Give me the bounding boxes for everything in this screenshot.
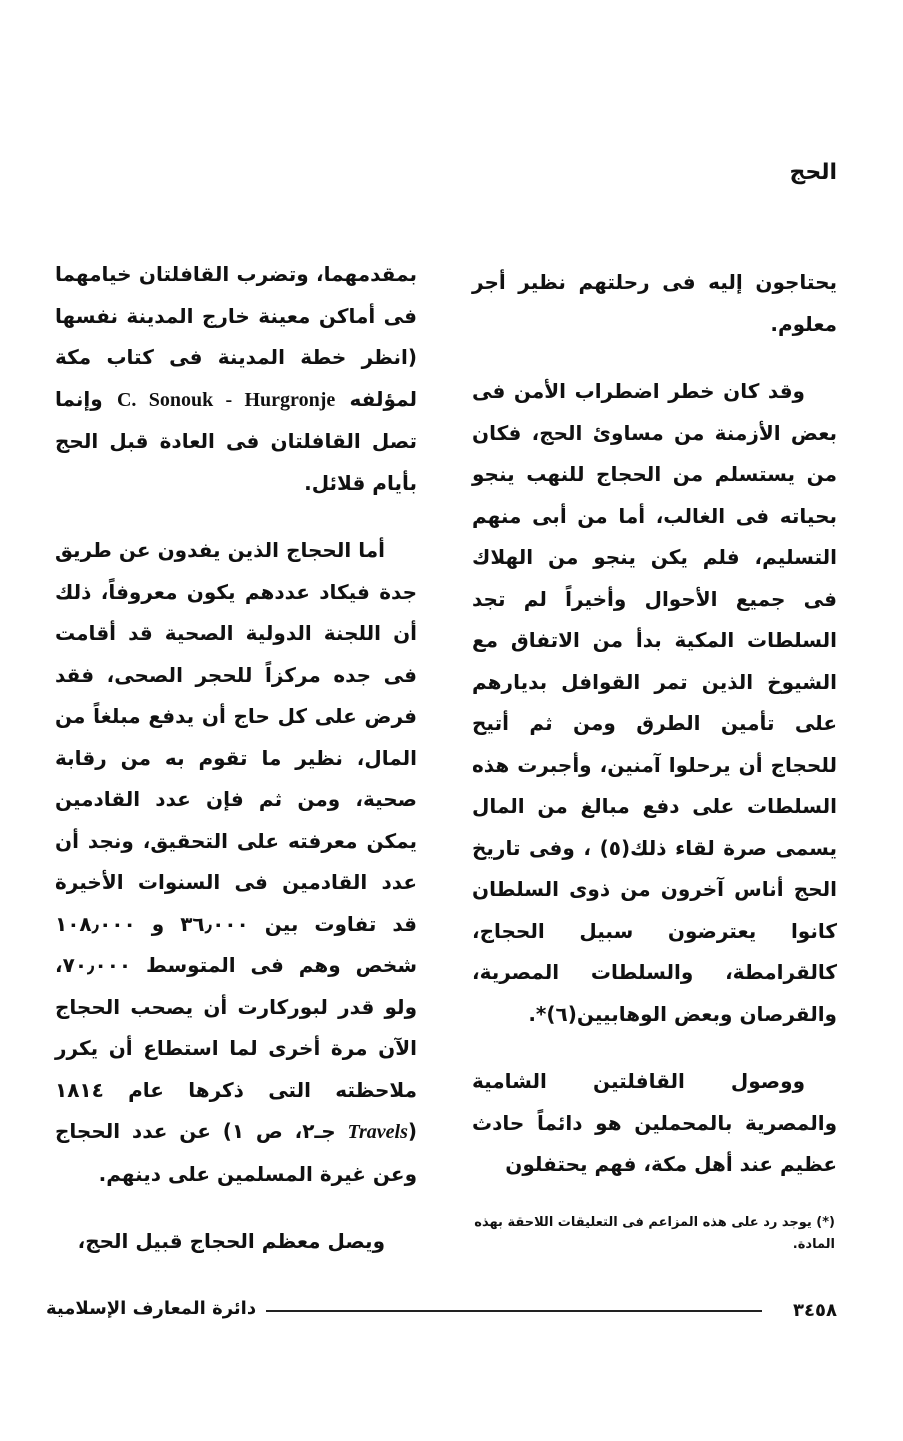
footnote-ref: (٦) [546,1001,577,1026]
right-column [472,262,837,1186]
paragraph-text: وقد كان خطر اضطراب الأمن فى بعض الأزمنة من مساوئ الحج، فكان من يستسلم من الحجاج للنهب ينجو بحياته فى الغالب، أما من أبى منهم التسليم، فلم يكن ينجو من الهلاك فى جميع الأحوال وأخيراً لم تجد السلطات المكية بدأ من الاتفاق مع الشيوخ الذين تمر القوافل بديارهم على تأمين الطرق ومن ثم أتيح للحجاج أن يرحلوا آمنين، وأجبرت هذه السلطات على دفع مبالغ من المال يسمى صرة لقاء ذلك [472,379,837,860]
footer-rule [266,1310,762,1312]
paragraph [472,1061,837,1186]
paragraph [472,262,837,345]
paragraph-text: ويصل معظم الحجاج قبيل الحج، [77,1229,385,1253]
footnote: (*) يوجد رد على هذه المزاعم فى التعليقات اللاحقة بهذه المادة. [474,1215,835,1252]
footnote-star: *. [528,1001,547,1026]
paragraph-text: وإنما تصل القافلتان فى العادة قبل الحج بأيام قلائل. [55,386,417,495]
paragraph-text: ووصول القافلتين الشامية والمصرية بالمحملين هو دائماً حادث عظيم عند أهل مكة، فهم يحتفلون [472,1069,837,1176]
paragraph-text: جـ٢، ص ١) عن عدد الحجاج وعن غيرة المسلمين على دينهم. [55,1119,417,1186]
page-number: ٣٤٥٨ [793,1300,837,1321]
paragraph-text: أما الحجاج الذين يفدون عن طريق جدة فيكاد عددهم يكون معروفاً، ذلك أن اللجنة الدولية الصحية قد أقامت فى جده مركزاً للحجر الصحى، فقد فرض على كل حاج أن يدفع مبلغاً من المال، نظير ما تقوم به من رقابة صحية، ومن ثم فإن عدد القادمين يمكن معرفته على التحقيق، ونجد أن عدد القادمين فى السنوات الأخيرة قد تفاوت بين ٣٦٫٠٠٠ و ١٠٨٫٠٠٠ شخص وهم فى المتوسط ٧٠٫٠٠٠، ولو قدر لبوركارت أن يصحب الحجاج الآن مرة أخرى لما استطاع أن يكرر ملاحظته التى ذكرها عام ١٨١٤ ( [55,538,418,1143]
footnote-ref: (٥) [599,835,631,860]
paragraph [472,371,837,1035]
paragraph [55,530,417,1195]
paragraph-text: ، وفى تاريخ الحج أناس آخرون من ذوى السلطان كانوا يعترضون سبيل الحجاج، كالقرامطة، والسلطات المصرية، والقرصان وبعض الوهابيين [472,835,837,1026]
running-header: الحج [789,160,837,185]
paragraph [55,254,417,504]
author-name: C. Sonouk - Hurgronje [116,388,336,411]
left-column [55,254,417,1263]
footer-title: دائرة المعارف الإسلامية [46,1298,257,1319]
paragraph-text: يحتاجون إليه فى رحلتهم نظير أجر معلوم. [472,270,837,336]
book-title: Travels [347,1121,408,1143]
paragraph-text: بمقدمهما، وتضرب القافلتان خيامهما فى أماكن معينة خارج المدينة نفسها (انظر خطة المدينة فى كتاب مكة لمؤلفه [55,262,417,411]
paragraph [55,1221,417,1263]
